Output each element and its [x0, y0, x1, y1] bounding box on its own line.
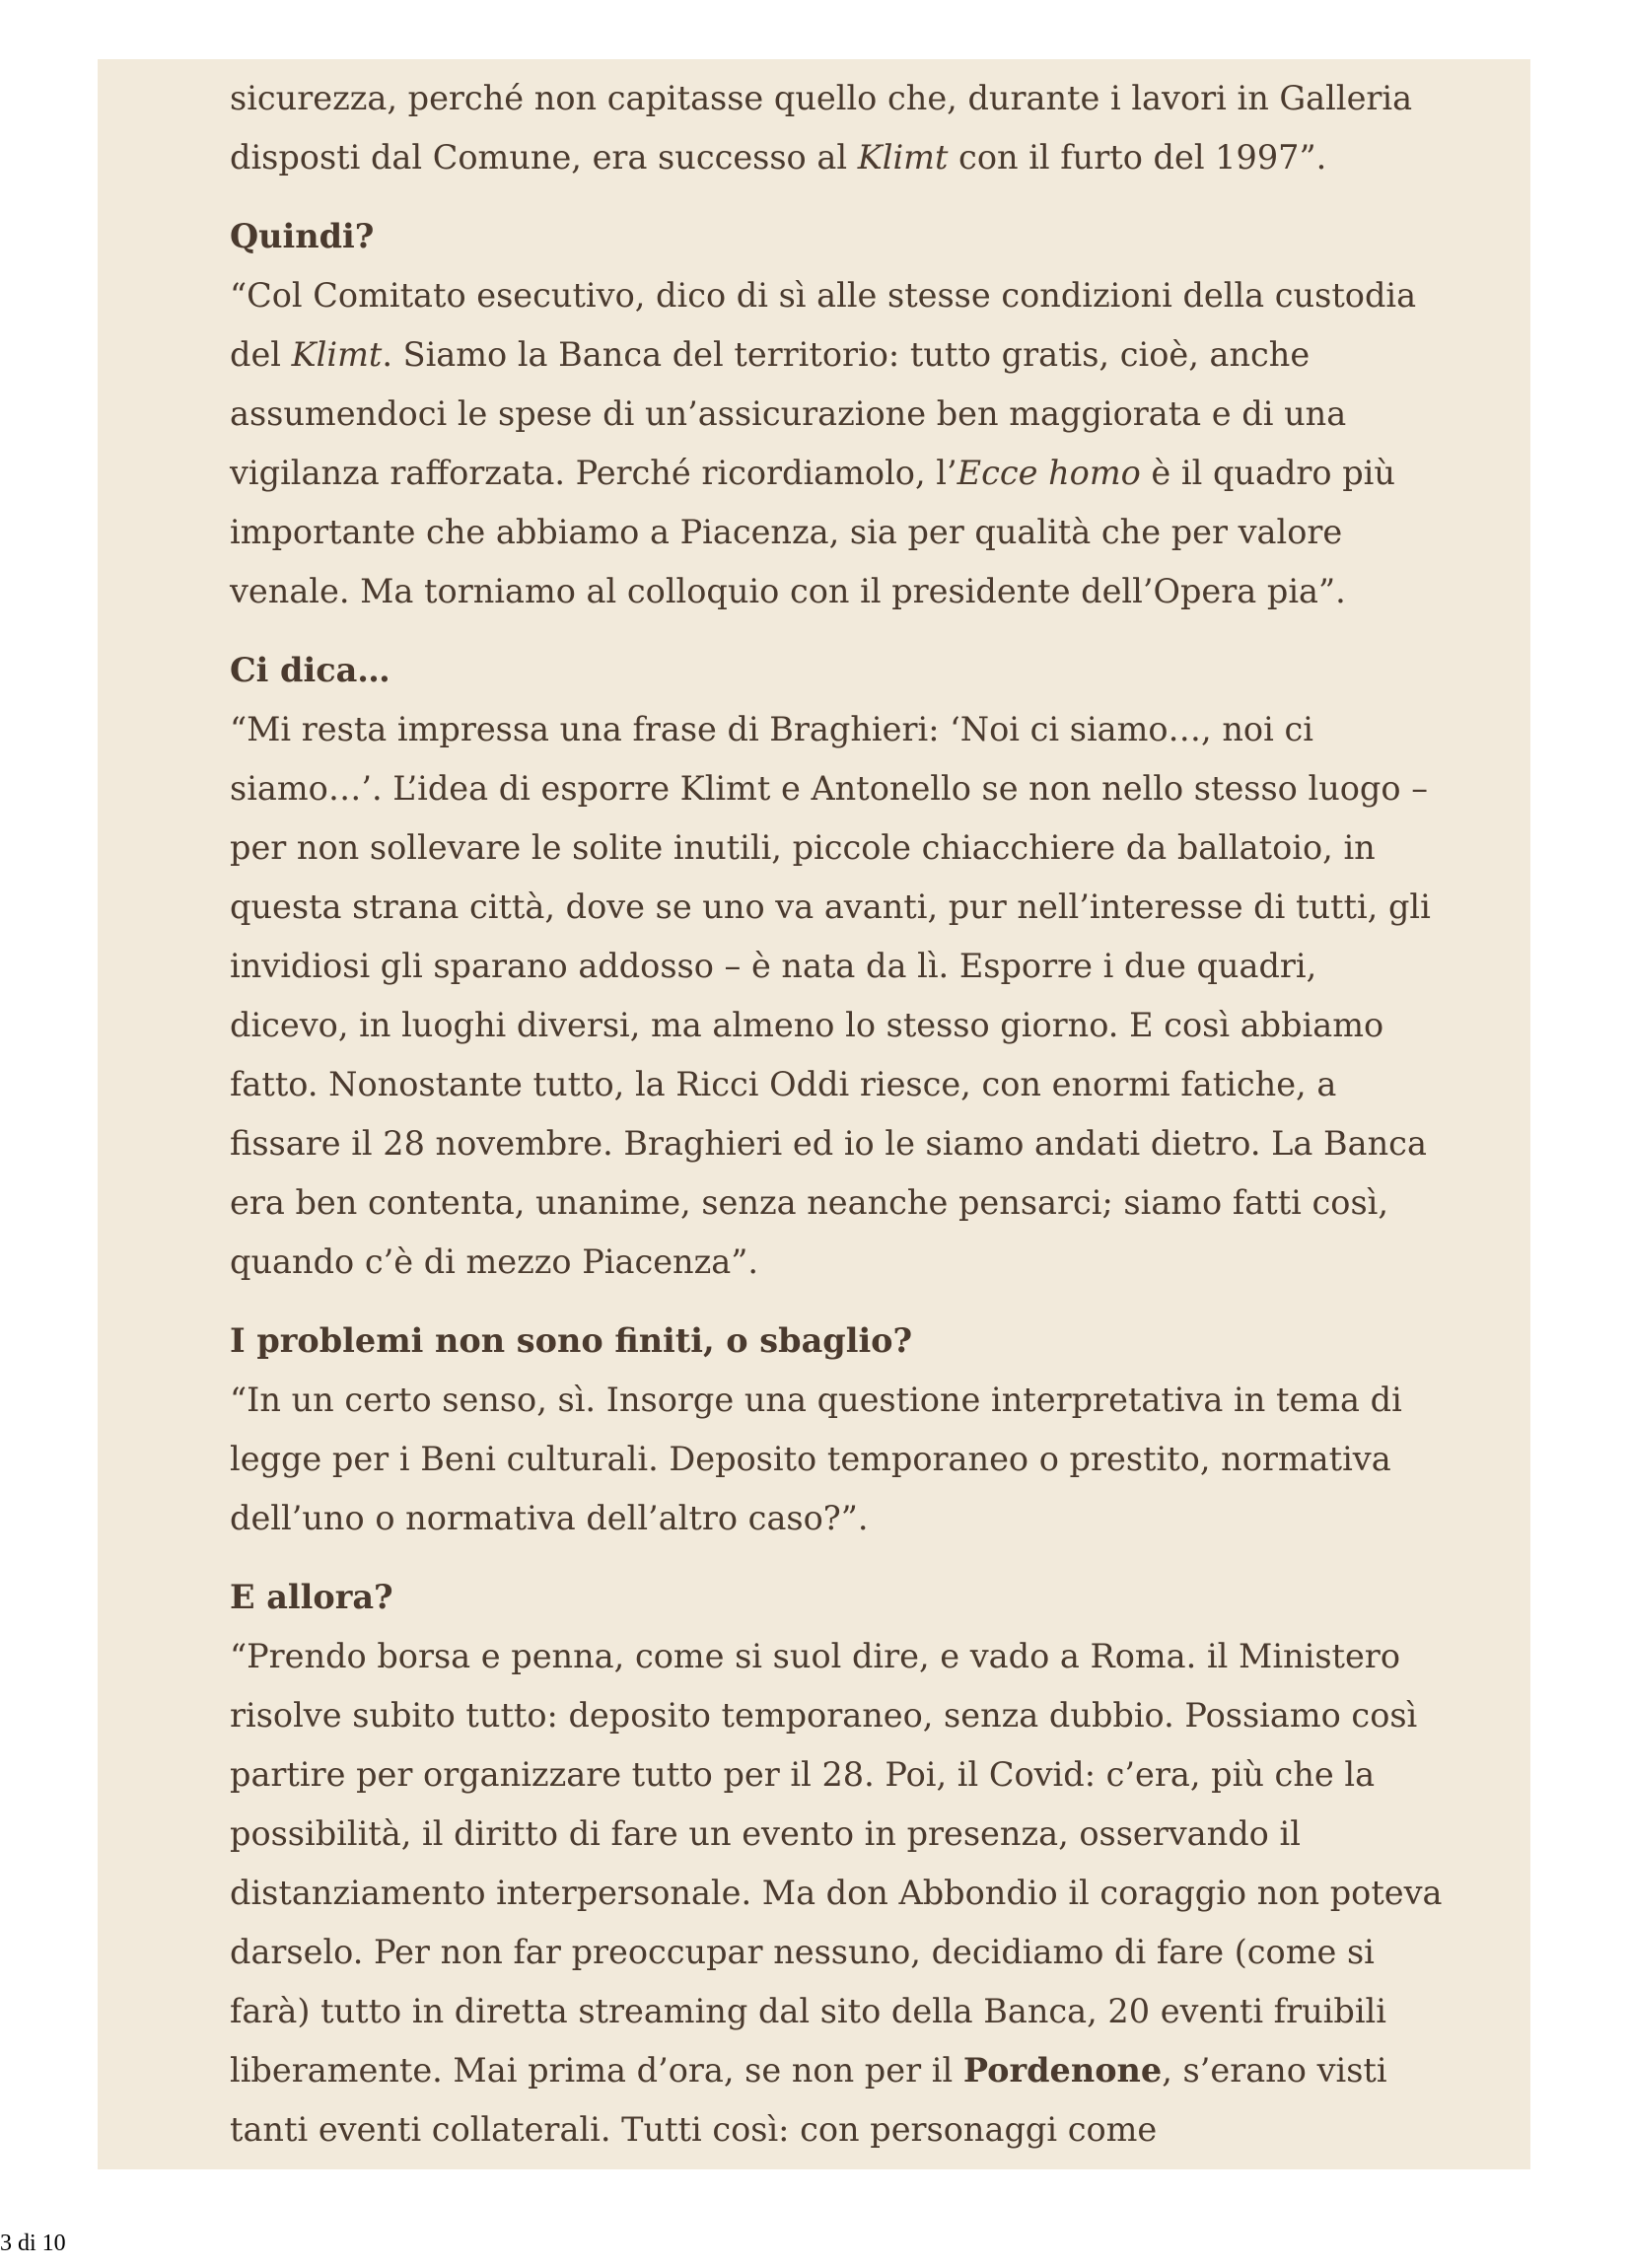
question-quindi: Quindi? — [230, 217, 375, 255]
answer-e-allora: “Prendo borsa e penna, come si suol dire, e vado a Roma. il Ministero risolve subito tutto: deposito temporaneo, senza dubbio. Possiamo così partire per organizzare tutto per il 28. Poi, il Covid: c’era, più che la possibilità, il diritto di fare un evento in presenza, osservando il distanziamento interpersonale. Ma don Abbondio il coraggio non poteva darselo. Per non far preoccupar nessuno, decidiamo di fare (come si farà) tutto in diretta streaming dal sito della Banca, 20 eventi fruibili liberamente. Mai prima d’ora, se non per il Pordenone, s’erano visti tanti eventi collaterali. Tutti così: con personaggi come — [230, 1637, 1443, 2149]
page-panel — [98, 59, 1530, 2169]
answer-quindi: “Col Comitato esecutivo, dico di sì alle stesse condizioni della custodia del Klimt. Siamo la Banca del territorio: tutto gratis, cioè, anche assumendoci le spese di un’assicurazione ben maggiorata e di una vigilanza rafforzata. Perché ricordiamolo, l’Ecce homo è il quadro più importante che abbiamo a Piacenza, sia per qualità che per valore venale. Ma torniamo al colloquio con il presidente dell’Opera pia”. — [230, 276, 1417, 610]
answer-ci-dica: “Mi resta impressa una frase di Braghieri: ‘Noi ci siamo…, noi ci siamo…’. L’idea di esporre Klimt e Antonello se non nello stesso luogo – per non sollevare le solite inutili, piccole chiacchiere da ballatoio, in questa strana città, dove se uno va avanti, pur nell’interesse di tutti, gli invidiosi gli sparano addosso – è nata da lì. Esporre i due quadri, dicevo, in luoghi diversi, ma almeno lo stesso giorno. E così abbiamo fatto. Nonostante tutto, la Ricci Oddi riesce, con enormi fatiche, a fissare il 28 novembre. Braghieri ed io le siamo andati dietro. La Banca era ben contenta, unanime, senza neanche pensarci; siamo fatti così, quando c’è di mezzo Piacenza”. — [230, 710, 1431, 1281]
pordenone-bold: Pordenone — [962, 2051, 1163, 2090]
intro-paragraph: sicurezza, perché non capitasse quello che, durante i lavori in Galleria disposti dal Comune, era successo al Klimt con il furto del 1997”. — [230, 79, 1413, 177]
question-ci-dica: Ci dica… — [230, 651, 390, 689]
answer-problemi: “In un certo senso, sì. Insorge una questione interpretativa in tema di legge per i Beni culturali. Deposito temporaneo o prestito, normativa dell’uno o normativa dell’altro caso?”. — [230, 1381, 1402, 1537]
question-e-allora: E allora? — [230, 1578, 393, 1616]
article-body — [230, 69, 1443, 2160]
page-number: 3 di 10 — [0, 2231, 66, 2256]
klimt-title: Klimt — [857, 138, 949, 177]
question-problemi: I problemi non sono finiti, o sbaglio? — [230, 1321, 913, 1360]
